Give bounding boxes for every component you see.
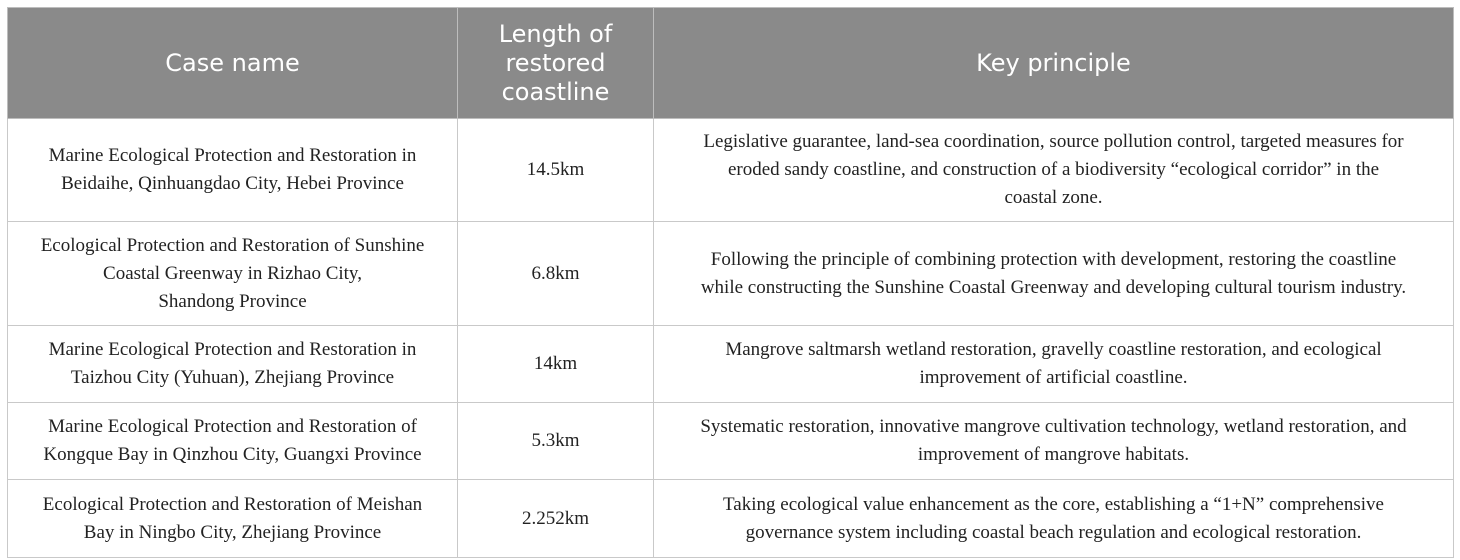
header-length-line: restored: [505, 48, 606, 77]
length-cell: 5.3km: [458, 403, 654, 480]
principle-line: governance system including coastal beach regulation and ecological restoration.: [745, 521, 1362, 543]
principle-line: Systematic restoration, innovative mangrove cultivation technology, wetland restoration, and: [700, 416, 1407, 437]
case-name-line: Ecological Protection and Restoration of Meishan: [42, 493, 423, 515]
case-name-line: Marine Ecological Protection and Restoration of: [48, 416, 417, 437]
table-row: [8, 326, 1454, 403]
table-row: [8, 403, 1454, 480]
case-name-line: Ecological Protection and Restoration of Sunshine: [40, 234, 425, 256]
case-name-line: Taizhou City (Yuhuan), Zhejiang Province: [70, 367, 395, 388]
length-cell: 2.252km: [458, 480, 654, 558]
length-cell: 14.5km: [458, 119, 654, 222]
length-cell: 6.8km: [458, 222, 654, 326]
principle-cell: [654, 403, 1454, 480]
principle-cell: [654, 326, 1454, 403]
principle-line: coastal zone.: [1004, 187, 1103, 208]
table-header-row: [8, 8, 1454, 119]
principle-cell: [654, 222, 1454, 326]
table-row: [8, 480, 1454, 558]
principle-cell: [654, 480, 1454, 558]
principle-line: while constructing the Sunshine Coastal Greenway and developing cultural tourism industry.: [700, 276, 1407, 298]
length-cell: 14km: [458, 326, 654, 403]
restoration-cases-table: [7, 7, 1454, 558]
principle-line: improvement of mangrove habitats.: [917, 444, 1190, 465]
header-length: [458, 8, 654, 119]
principle-line: Mangrove saltmarsh wetland restoration, gravelly coastline restoration, and ecological: [725, 339, 1382, 360]
case-name-line: Bay in Ningbo City, Zhejiang Province: [83, 521, 382, 543]
principle-line: Following the principle of combining protection with development, restoring the coastline: [710, 248, 1397, 270]
restoration-cases-table-container: [7, 7, 1453, 558]
case-name-cell: [8, 480, 458, 558]
case-name-line: Marine Ecological Protection and Restoration in: [48, 339, 417, 360]
case-name-line: Shandong Province: [158, 290, 307, 312]
case-name-line: Kongque Bay in Qinzhou City, Guangxi Province: [43, 444, 422, 465]
principle-line: Taking ecological value enhancement as the core, establishing a “1+N” comprehensive: [723, 493, 1384, 515]
case-name-line: Coastal Greenway in Rizhao City,: [103, 262, 362, 284]
table-row: [8, 119, 1454, 222]
case-name-cell: [8, 222, 458, 326]
table-row: [8, 222, 1454, 326]
case-name-cell: [8, 119, 458, 222]
case-name-cell: [8, 326, 458, 403]
header-length-line: coastline: [501, 77, 610, 106]
header-case-name: Case name: [8, 8, 458, 119]
principle-cell: [654, 119, 1454, 222]
case-name-line: Marine Ecological Protection and Restoration in: [48, 145, 417, 166]
header-key-principle: Key principle: [654, 8, 1454, 119]
header-length-line: Length of: [498, 19, 613, 48]
principle-line: Legislative guarantee, land-sea coordination, source pollution control, targeted measures for: [703, 131, 1404, 152]
principle-line: eroded sandy coastline, and construction of a biodiversity “ecological corridor” in the: [727, 159, 1380, 180]
case-name-line: Beidaihe, Qinhuangdao City, Hebei Province: [61, 173, 404, 194]
case-name-cell: [8, 403, 458, 480]
principle-line: improvement of artificial coastline.: [919, 367, 1188, 388]
